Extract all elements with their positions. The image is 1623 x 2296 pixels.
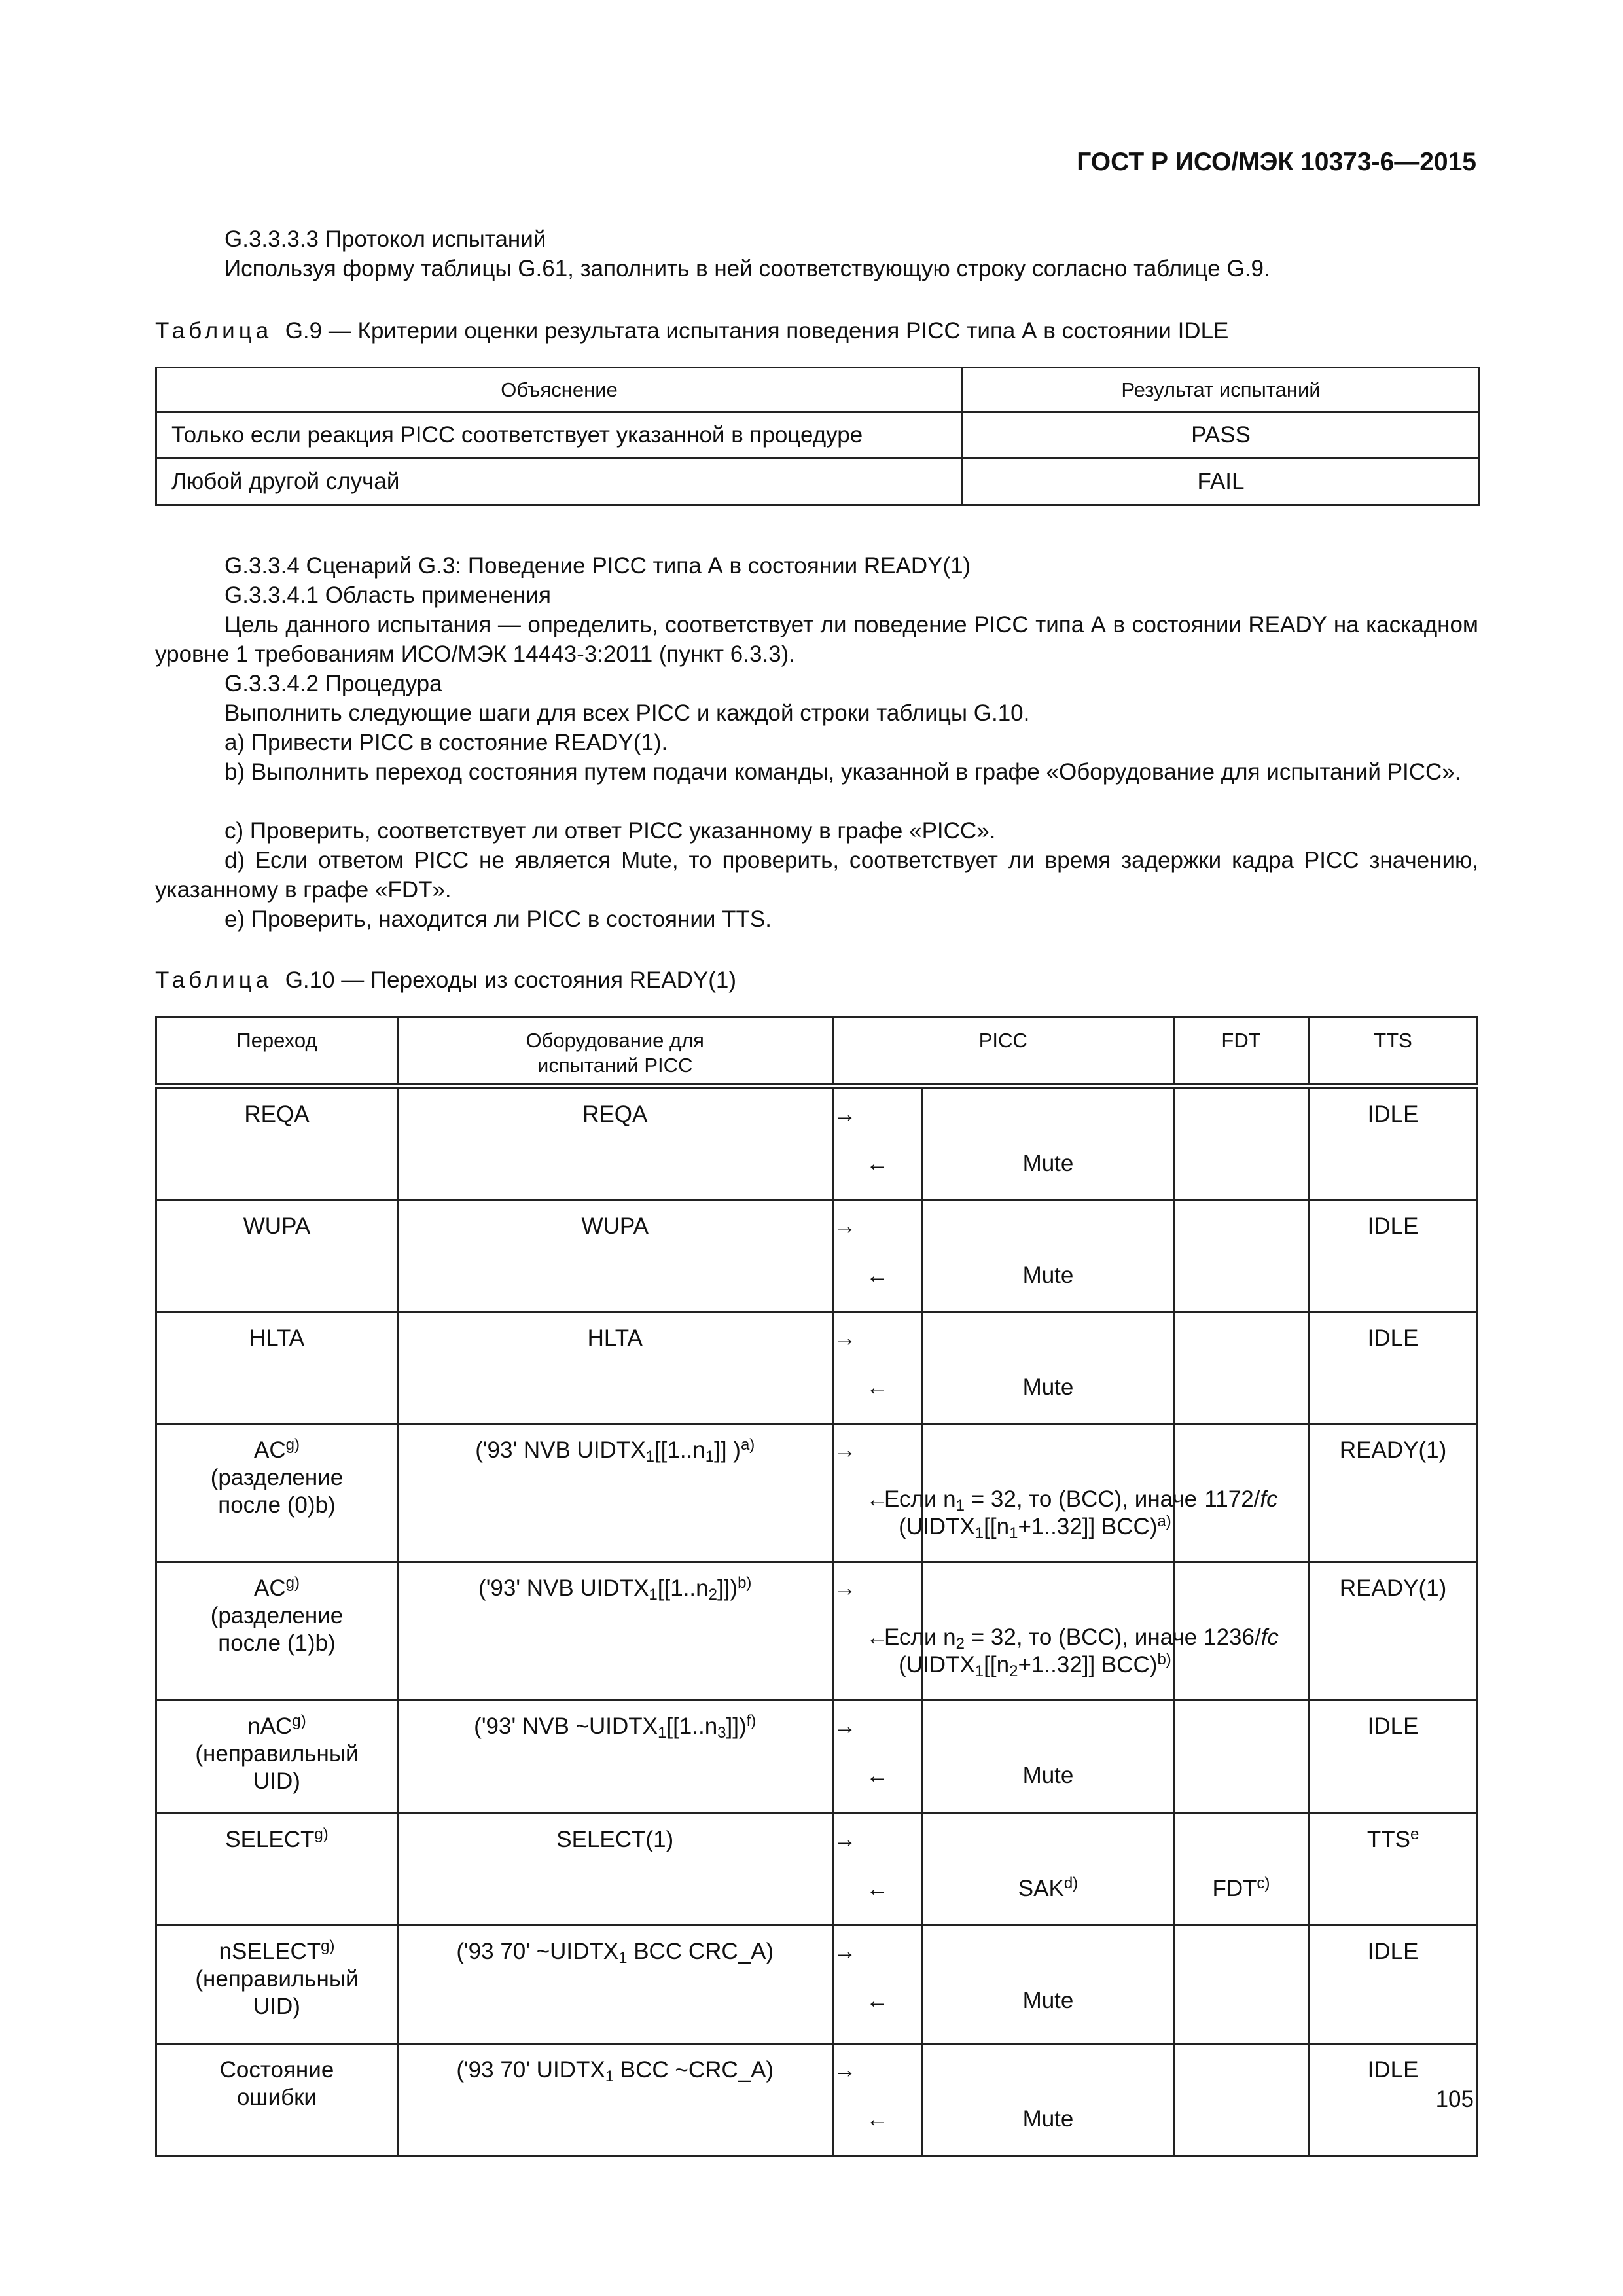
footnote-ref: a) (1157, 1513, 1171, 1530)
cell-arrows (832, 1200, 923, 1312)
arrow-left-icon: ← (866, 1263, 889, 1288)
cmd-sub: 1 (657, 1724, 667, 1742)
picc-response: Mute (1022, 2106, 1074, 2132)
cell-picc (923, 2044, 1174, 2156)
cell-result: FAIL (963, 459, 1480, 505)
cell-arrows (832, 1700, 923, 1814)
step-e: e) Проверить, находится ли PICC в состоянии TTS. (224, 906, 772, 932)
cell-equipment (397, 1424, 832, 1562)
footnote-ref: d) (1063, 1874, 1079, 1892)
resp-part: +1..32]] BCC) (1018, 1652, 1158, 1677)
transition-note: ошибки (236, 2085, 317, 2110)
cell-equipment: HLTA (397, 1312, 832, 1424)
paragraph-scope: Цель данного испытания — определить, соответствует ли поведение PICC типа А в состоянии READY на каскадном уровне 1 требованиям ИСО/МЭК 14443-3:2011 (пункт 6.3.3). (155, 612, 1478, 667)
transition-note: UID) (253, 1994, 300, 2019)
arrow-right-icon: → (833, 1575, 857, 1601)
table-row (156, 1700, 1478, 1814)
transition-name: nAC (247, 1713, 293, 1739)
header-line: испытаний PICC (537, 1054, 693, 1077)
resp-sub: 1 (1009, 1524, 1018, 1542)
cell-equipment (397, 1562, 832, 1700)
cmd-sub: 1 (645, 1448, 654, 1465)
cmd-sub: 1 (705, 1448, 715, 1465)
cell-transition (156, 1700, 398, 1814)
resp-part: [[n (984, 1514, 1010, 1539)
arrow-left-icon: ← (866, 1624, 889, 1650)
arrow-right-icon: → (833, 1437, 857, 1463)
cell-transition (156, 2044, 398, 2156)
cell-tts: IDLE (1309, 1312, 1478, 1424)
cell-picc (923, 1700, 1174, 1814)
header-line: Оборудование для (526, 1029, 704, 1052)
transition-name: Состояние (219, 2057, 334, 2083)
cell-picc (923, 1200, 1174, 1312)
col-header-picc: PICC (832, 1017, 1173, 1086)
col-header-transition: Переход (156, 1017, 398, 1086)
cell-equipment: WUPA (397, 1200, 832, 1312)
caption-text: G.10 — Переходы из состояния READY(1) (285, 967, 737, 993)
table-row (156, 412, 1480, 459)
resp-part: (UIDTX (899, 1652, 975, 1677)
picc-response (923, 1875, 1173, 1903)
caption-text: G.9 — Критерии оценки результата испытания поведения PICC типа А в состоянии IDLE (285, 318, 1229, 344)
cell-equipment (397, 2044, 832, 2156)
cell-fdt (1173, 1926, 1308, 2044)
cell-fdt (1173, 1814, 1308, 1926)
caption-word: Таблица (155, 967, 273, 993)
resp-part: +1..32]] BCC) (1018, 1514, 1158, 1539)
table-row (156, 1086, 1478, 1200)
table-row (156, 1562, 1478, 1700)
resp-sub: 2 (1009, 1662, 1018, 1680)
cmd-sub: 1 (649, 1586, 658, 1604)
resp-part: = 32, то (BCC), иначе (965, 1624, 1198, 1650)
picc-response (884, 1624, 1198, 1680)
footnote-ref: c) (1257, 1874, 1270, 1892)
cell-arrows (832, 2044, 923, 2156)
cmd-part: ('93' NVB UIDTX (475, 1437, 646, 1463)
table-header-row (156, 1017, 1478, 1086)
table-row (156, 1312, 1478, 1424)
cell-transition: HLTA (156, 1312, 398, 1424)
cell-tts: READY(1) (1309, 1424, 1478, 1562)
cmd-part: ]] ) (714, 1437, 741, 1463)
transition-note: после (1)b) (218, 1630, 336, 1656)
footnote-ref: b) (738, 1574, 752, 1592)
cell-result: PASS (963, 412, 1480, 459)
table-g9-caption (155, 316, 1478, 346)
cmd-part: ]]) (726, 1713, 747, 1739)
cmd-part: ('93 70' UIDTX (456, 2057, 605, 2083)
resp-sub: 1 (974, 1662, 984, 1680)
table-row (156, 1814, 1478, 1926)
arrow-left-icon: ← (866, 1988, 889, 2013)
fdt-unit: fc (1260, 1486, 1278, 1512)
cell-transition: REQA (156, 1086, 398, 1200)
resp-sub: 1 (955, 1497, 965, 1515)
arrow-left-icon: ← (866, 1876, 889, 1901)
cell-arrows (832, 1814, 923, 1926)
step-c: c) Проверить, соответствует ли ответ PICC указанному в графе «PICC». (224, 818, 996, 844)
fdt-value: 1172/ (1204, 1486, 1260, 1512)
cell-picc (923, 1926, 1174, 2044)
cmd-part: BCC ~CRC_A) (614, 2057, 774, 2083)
fdt-unit: fc (1260, 1624, 1279, 1650)
transition-name: AC (253, 1575, 286, 1601)
caption-word: Таблица (155, 318, 273, 344)
table-header-row (156, 368, 1480, 412)
arrow-right-icon: → (833, 1213, 857, 1239)
picc-response: Mute (1022, 1988, 1074, 2013)
transition-note: (неправильный (195, 1741, 359, 1767)
cell-arrows (832, 1312, 923, 1424)
cell-picc (884, 1562, 1198, 1700)
footnote-ref: g) (321, 1937, 335, 1955)
table-row (156, 1424, 1478, 1562)
page-number: 105 (1435, 2087, 1474, 2112)
cell-arrows (832, 1086, 923, 1200)
picc-response: Mute (1022, 1763, 1074, 1788)
resp-part: Если n (884, 1486, 956, 1512)
cell-tts: IDLE (1309, 1200, 1478, 1312)
footnote-ref: f) (746, 1712, 757, 1730)
resp-part: Если n (884, 1624, 956, 1650)
cell-tts: IDLE (1309, 1700, 1478, 1814)
cell-explanation: Только если реакция PICC соответствует указанной в процедуре (156, 412, 963, 459)
cell-fdt (1173, 1200, 1308, 1312)
section-heading-scenario: G.3.3.4 Сценарий G.3: Поведение PICC типа А в состоянии READY(1) (224, 553, 971, 579)
document-header: ГОСТ Р ИСО/МЭК 10373-6—2015 (1077, 148, 1476, 176)
resp-part: SAK (1018, 1876, 1064, 1901)
arrow-right-icon: → (833, 1827, 857, 1852)
resp-sub: 1 (974, 1524, 984, 1542)
picc-response: Mute (1022, 1374, 1074, 1400)
cmd-part: ]]) (717, 1575, 738, 1601)
footnote-ref: g) (314, 1825, 329, 1843)
cmd-sub: 3 (717, 1724, 726, 1742)
table-row (156, 1926, 1478, 2044)
cell-transition: WUPA (156, 1200, 398, 1312)
section-heading-procedure: G.3.3.4.2 Процедура (224, 671, 442, 696)
cmd-part: ('93 70' ~UIDTX (456, 1939, 619, 1964)
transition-name: AC (253, 1437, 286, 1463)
footnote-ref: g) (285, 1436, 300, 1454)
cmd-part: [[1..n (657, 1575, 709, 1601)
transition-name: SELECT (225, 1827, 315, 1852)
arrow-right-icon: → (833, 1939, 857, 1964)
cmd-part: [[1..n (654, 1437, 705, 1463)
cell-picc (923, 1814, 1174, 1926)
cell-tts: IDLE (1309, 1086, 1478, 1200)
arrow-left-icon: ← (866, 1151, 889, 1176)
cell-fdt (1173, 1086, 1308, 1200)
cell-picc (923, 1086, 1174, 1200)
col-header-result: Результат испытаний (963, 368, 1480, 412)
resp-part: [[n (984, 1652, 1010, 1677)
cell-fdt (1173, 1700, 1308, 1814)
step-a: a) Привести PICC в состояние READY(1). (224, 730, 668, 755)
transition-note: UID) (253, 1768, 300, 1794)
footnote-ref: b) (1157, 1651, 1171, 1668)
cell-tts (1309, 1814, 1478, 1926)
resp-part: (UIDTX (899, 1514, 975, 1539)
cell-equipment: SELECT(1) (397, 1814, 832, 1926)
arrow-left-icon: ← (866, 2106, 889, 2132)
picc-response (884, 1486, 1198, 1542)
fdt-value: 1236/ (1204, 1624, 1261, 1650)
tts-value: TTS (1366, 1827, 1410, 1852)
transition-name: nSELECT (219, 1939, 321, 1964)
cmd-part: [[1..n (666, 1713, 718, 1739)
resp-part: = 32, то (BCC), иначе (965, 1486, 1198, 1512)
picc-response: Mute (1022, 1263, 1074, 1288)
cmd-sub: 2 (708, 1586, 717, 1604)
cell-tts: READY(1) (1309, 1562, 1478, 1700)
fdt-value: FDT (1212, 1876, 1257, 1901)
cmd-sub: 1 (618, 1949, 628, 1967)
col-header-equipment (397, 1017, 832, 1086)
picc-response: Mute (1022, 1151, 1074, 1176)
transition-note: (неправильный (195, 1966, 359, 1992)
cell-transition (156, 1814, 398, 1926)
resp-sub: 2 (955, 1635, 965, 1653)
cmd-part: BCC CRC_A) (627, 1939, 774, 1964)
arrow-right-icon: → (833, 1325, 857, 1351)
arrow-right-icon: → (833, 2057, 857, 2083)
footnote-ref: a) (740, 1436, 755, 1454)
col-header-explanation: Объяснение (156, 368, 963, 412)
step-b: b) Выполнить переход состояния путем подачи команды, указанной в графе «Оборудование для испытаний PICC». (224, 759, 1461, 785)
table-g10-caption (155, 965, 1478, 995)
transition-note: после (0)b) (218, 1492, 336, 1518)
cmd-part: ('93' NVB UIDTX (478, 1575, 649, 1601)
paragraph-procedure: Выполнить следующие шаги для всех PICC и каждой строки таблицы G.10. (224, 700, 1030, 726)
cmd-part: ('93' NVB ~UIDTX (474, 1713, 658, 1739)
cell-arrows (832, 1926, 923, 2044)
col-header-tts: TTS (1309, 1017, 1478, 1086)
footnote-ref: e (1410, 1825, 1419, 1843)
cell-transition (156, 1424, 398, 1562)
table-g9 (155, 367, 1480, 506)
table-g10 (155, 1016, 1478, 2157)
paragraph-protocol: Используя форму таблицы G.61, заполнить в ней соответствующую строку согласно таблице G.9. (224, 256, 1270, 281)
section-heading-scope: G.3.3.4.1 Область применения (224, 583, 551, 608)
arrow-left-icon: ← (866, 1763, 889, 1788)
cell-equipment (397, 1926, 832, 2044)
arrow-left-icon: ← (866, 1486, 889, 1512)
arrow-right-icon: → (833, 1713, 857, 1739)
cell-picc (923, 1312, 1174, 1424)
cmd-sub: 1 (605, 2068, 615, 2085)
footnote-ref: g) (292, 1712, 306, 1730)
table-row (156, 1200, 1478, 1312)
table-row (156, 2044, 1478, 2156)
cell-transition (156, 1926, 398, 2044)
step-d: d) Если ответом PICC не является Mute, то проверить, соответствует ли время задержки кадра PICC значению, указанному в графе «FDT». (155, 848, 1478, 903)
transition-note: (разделение (210, 1603, 344, 1628)
arrow-left-icon: ← (866, 1374, 889, 1400)
transition-note: (разделение (210, 1465, 344, 1490)
cell-picc (884, 1424, 1198, 1562)
cell-fdt (1173, 1312, 1308, 1424)
table-row (156, 459, 1480, 505)
section-heading-protocol: G.3.3.3.3 Протокол испытаний (224, 226, 546, 252)
cell-equipment: REQA (397, 1086, 832, 1200)
footnote-ref: g) (285, 1574, 300, 1592)
cell-fdt (1173, 2044, 1308, 2156)
arrow-right-icon: → (833, 1102, 857, 1127)
cell-explanation: Любой другой случай (156, 459, 963, 505)
cell-tts: IDLE (1309, 2044, 1478, 2156)
col-header-fdt: FDT (1173, 1017, 1308, 1086)
cell-equipment (397, 1700, 832, 1814)
cell-transition (156, 1562, 398, 1700)
cell-tts: IDLE (1309, 1926, 1478, 2044)
